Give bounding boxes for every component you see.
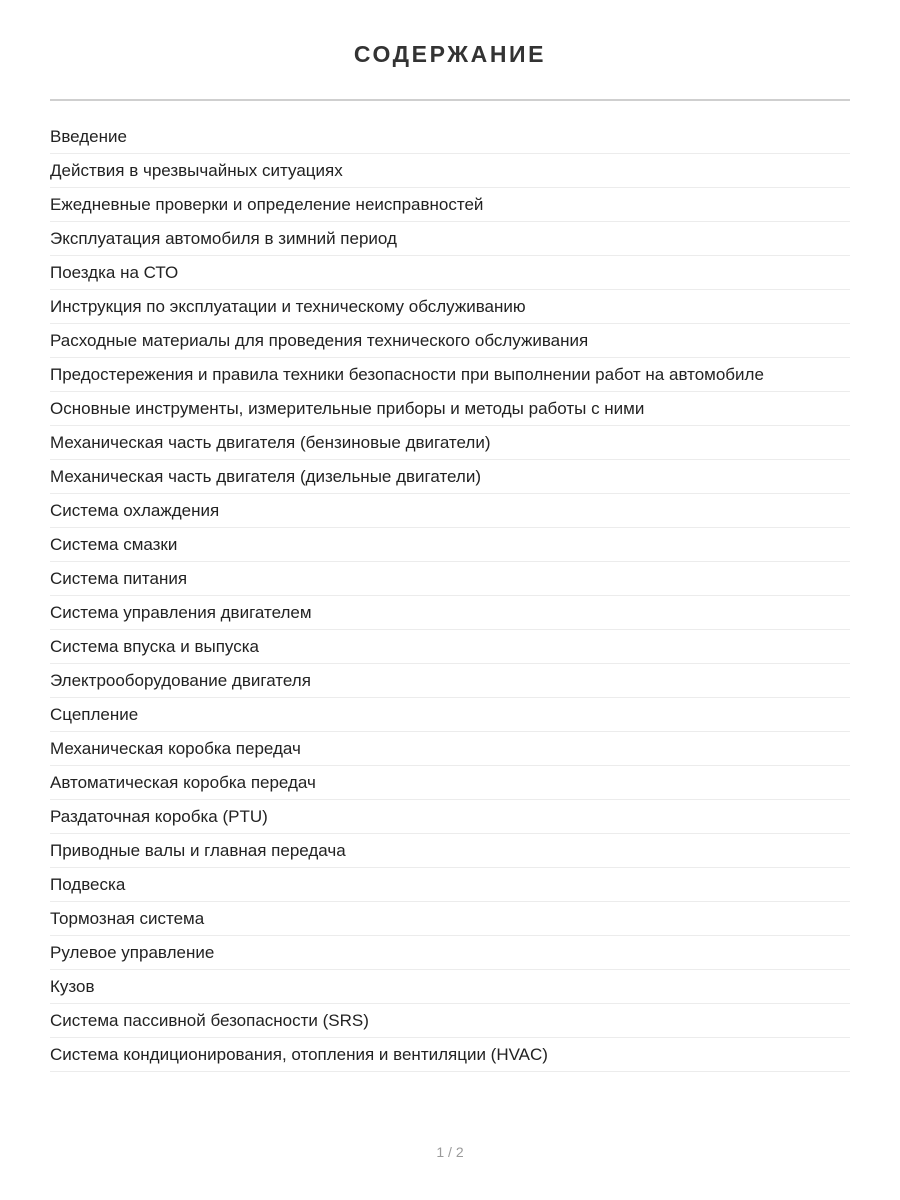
toc-item[interactable] <box>50 970 850 1004</box>
toc-item-label: Основные инструменты, измерительные приборы и методы работы с ними <box>50 399 645 418</box>
toc-item[interactable] <box>50 460 850 494</box>
toc-item[interactable] <box>50 868 850 902</box>
toc-item-label: Система питания <box>50 569 188 588</box>
toc-item-label: Механическая часть двигателя (дизельные двигатели) <box>50 467 482 486</box>
toc-item-label: Расходные материалы для проведения технического обслуживания <box>50 331 589 350</box>
toc-item[interactable] <box>50 256 850 290</box>
toc-item[interactable] <box>50 154 850 188</box>
toc-item-label: Электрооборудование двигателя <box>50 671 311 690</box>
toc-item-label: Предостережения и правила техники безопасности при выполнении работ на автомобиле <box>50 365 764 384</box>
toc-item[interactable] <box>50 426 850 460</box>
toc-item-label: Тормозная система <box>50 909 205 928</box>
toc-item-label: Автоматическая коробка передач <box>50 773 316 792</box>
toc-item-label: Эксплуатация автомобиля в зимний период <box>50 229 397 248</box>
toc-item[interactable] <box>50 596 850 630</box>
toc-item-label: Система охлаждения <box>50 501 220 520</box>
toc-item-label: Инструкция по эксплуатации и техническому обслуживанию <box>50 297 526 316</box>
toc-item[interactable] <box>50 120 850 154</box>
toc-item-label: Подвеска <box>50 875 126 894</box>
toc-item[interactable] <box>50 188 850 222</box>
toc-item[interactable] <box>50 766 850 800</box>
toc-item-label: Механическая коробка передач <box>50 739 301 758</box>
page-title: СОДЕРЖАНИЕ <box>353 41 547 67</box>
toc-item[interactable] <box>50 698 850 732</box>
toc-item[interactable] <box>50 528 850 562</box>
toc-item[interactable] <box>50 392 850 426</box>
toc-item[interactable] <box>50 1038 850 1072</box>
toc-item[interactable] <box>50 1004 850 1038</box>
toc-item[interactable] <box>50 562 850 596</box>
toc-item[interactable] <box>50 494 850 528</box>
toc-item-label: Система впуска и выпуска <box>50 637 259 656</box>
toc-item-label: Кузов <box>50 977 95 996</box>
toc-item[interactable] <box>50 324 850 358</box>
toc-item-label: Приводные валы и главная передача <box>50 841 346 860</box>
toc-item[interactable] <box>50 834 850 868</box>
toc-item[interactable] <box>50 732 850 766</box>
toc-item-label: Ежедневные проверки и определение неисправностей <box>50 195 484 214</box>
toc-item-label: Действия в чрезвычайных ситуациях <box>50 161 343 180</box>
toc-item[interactable] <box>50 936 850 970</box>
toc-item-label: Система смазки <box>50 535 178 554</box>
toc-item-label: Введение <box>50 127 127 146</box>
toc-item-label: Поездка на СТО <box>50 263 179 282</box>
toc-item-label: Механическая часть двигателя (бензиновые двигатели) <box>50 433 491 452</box>
page-indicator: 1 / 2 <box>436 1144 464 1160</box>
toc-item[interactable] <box>50 630 850 664</box>
toc-item-label: Раздаточная коробка (PTU) <box>50 807 268 826</box>
toc-item-label: Система кондиционирования, отопления и вентиляции (HVAC) <box>50 1045 548 1064</box>
table-of-contents <box>50 120 850 1072</box>
toc-item[interactable] <box>50 800 850 834</box>
title-divider <box>50 99 850 101</box>
toc-item[interactable] <box>50 222 850 256</box>
toc-item-label: Система управления двигателем <box>50 603 312 622</box>
toc-item[interactable] <box>50 290 850 324</box>
toc-item-label: Рулевое управление <box>50 943 215 962</box>
toc-item[interactable] <box>50 664 850 698</box>
toc-item[interactable] <box>50 358 850 392</box>
toc-item-label: Сцепление <box>50 705 139 724</box>
toc-item[interactable] <box>50 902 850 936</box>
toc-item-label: Система пассивной безопасности (SRS) <box>50 1011 369 1030</box>
